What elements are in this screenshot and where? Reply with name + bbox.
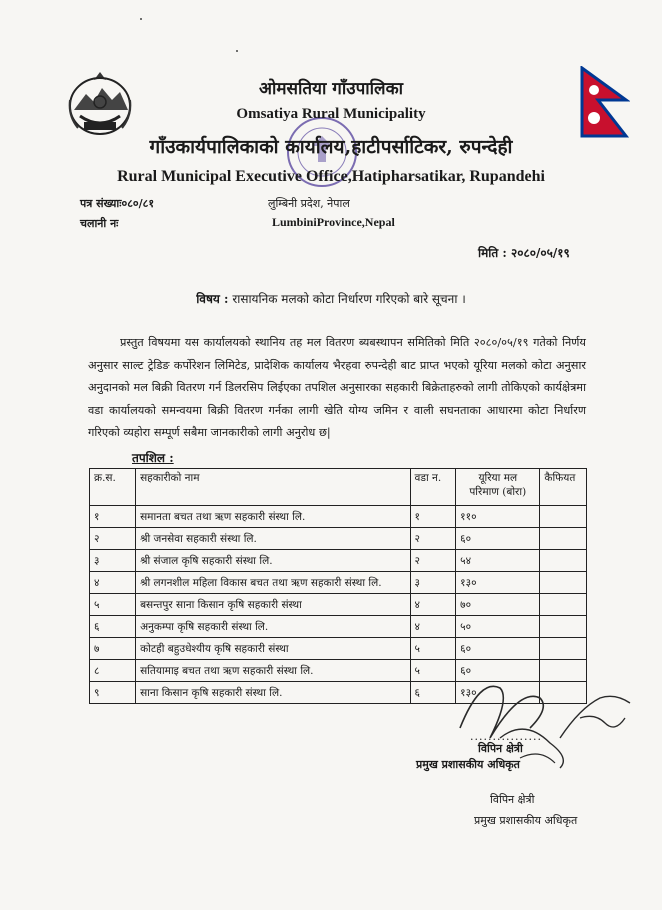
cell-ward: २ [410, 528, 456, 550]
cell-ward: ६ [410, 682, 456, 704]
cell-quantity: ५४ [456, 550, 540, 572]
letter-date: मिति : २०८०/०५/१९ [478, 246, 570, 260]
cell-quantity: ७० [456, 594, 540, 616]
header-urea-quantity [456, 469, 540, 506]
cell-quantity: ६० [456, 528, 540, 550]
cell-sn: ९ [90, 682, 136, 704]
cell-quantity: ५० [456, 616, 540, 638]
cell-name: बसन्तपुर साना किसान कृषि सहकारी संस्था [136, 594, 410, 616]
cell-quantity: १३० [456, 682, 540, 704]
cell-remarks [540, 616, 587, 638]
office-name-english: Rural Municipal Executive Office,Hatipharsatikar, Rupandehi [117, 168, 545, 185]
signatory-title: प्रमुख प्रशासकीय अधिकृत [416, 758, 520, 771]
subject-label: विषय : [196, 292, 229, 306]
cell-name: कोटही बहुउधेश्यीय कृषि सहकारी संस्था [136, 638, 410, 660]
cell-ward: ४ [410, 594, 456, 616]
cell-ward: ४ [410, 616, 456, 638]
cell-name: श्री लगनशील महिला विकास बचत तथा ऋण सहकारी संस्था लि. [136, 572, 410, 594]
table-row [90, 616, 587, 638]
cell-ward: ५ [410, 660, 456, 682]
cell-sn: ३ [90, 550, 136, 572]
cell-remarks [540, 638, 587, 660]
table-row [90, 638, 587, 660]
cell-name: अनुकम्पा कृषि सहकारी संस्था लि. [136, 616, 410, 638]
table-header-row [90, 469, 587, 506]
cell-remarks [540, 594, 587, 616]
table-row [90, 572, 587, 594]
province-english: LumbiniProvince,Nepal [272, 215, 395, 229]
cell-name: समानता बचत तथा ऋण सहकारी संस्था लि. [136, 506, 410, 528]
cell-remarks [540, 550, 587, 572]
header-urea-line2: परिमाण (बोरा) [469, 486, 527, 498]
letter-number: पत्र संख्याः०८०/८१ [80, 197, 155, 210]
header-sn: क्र.स. [90, 469, 136, 506]
cell-sn: ८ [90, 660, 136, 682]
schedule-label: तपशिल : [132, 451, 174, 465]
cell-sn: ४ [90, 572, 136, 594]
header-urea-line1: यूरिया मल [478, 472, 518, 484]
table-row [90, 528, 587, 550]
cell-remarks [540, 572, 587, 594]
office-name-nepali: गाँउकार्यपालिकाको कार्यालय,हाटीपर्साटिकर, रुपन्देही [149, 136, 513, 158]
table-row [90, 594, 587, 616]
scan-speck [140, 18, 142, 20]
signatory-name: विपिन क्षेत्री [478, 742, 523, 755]
cell-quantity: १३० [456, 572, 540, 594]
cell-quantity: ११० [456, 506, 540, 528]
signatory-name-stamp: विपिन क्षेत्री [490, 793, 535, 806]
cell-ward: १ [410, 506, 456, 528]
cell-sn: ५ [90, 594, 136, 616]
scan-speck [236, 50, 238, 52]
cell-remarks [540, 528, 587, 550]
subject-text: रासायनिक मलको कोटा निर्धारण गरिएको बारे सूचना । [232, 292, 466, 306]
body-paragraph [88, 332, 586, 445]
cell-name: श्री जनसेवा सहकारी संस्था लि. [136, 528, 410, 550]
municipality-name-english: Omsatiya Rural Municipality [236, 106, 426, 122]
cell-ward: ५ [410, 638, 456, 660]
cell-quantity: ६० [456, 660, 540, 682]
cell-name: साना किसान कृषि सहकारी संस्था लि. [136, 682, 410, 704]
cell-sn: १ [90, 506, 136, 528]
cell-name: सतियामाइ बचत तथा ऋण सहकारी संस्था लि. [136, 660, 410, 682]
cell-ward: ३ [410, 572, 456, 594]
table-row [90, 506, 587, 528]
subject-line [0, 290, 662, 307]
province-nepali: लुम्बिनी प्रदेश, नेपाल [268, 197, 350, 210]
header-name: सहकारीको नाम [136, 469, 410, 506]
header-ward: वडा न. [410, 469, 456, 506]
cell-quantity: ६० [456, 638, 540, 660]
signature-line: ................ [470, 730, 542, 743]
municipality-name-nepali: ओमसतिया गाँउपालिका [258, 79, 404, 99]
signatory-title-stamp: प्रमुख प्रशासकीय अधिकृत [474, 814, 578, 827]
cell-name: श्री संजाल कृषि सहकारी संस्था लि. [136, 550, 410, 572]
header-remarks: कैफियत [540, 469, 587, 506]
dispatch-number: चलानी नः [80, 217, 119, 230]
cell-sn: ६ [90, 616, 136, 638]
cell-ward: २ [410, 550, 456, 572]
cell-sn: २ [90, 528, 136, 550]
cell-sn: ७ [90, 638, 136, 660]
body-text: प्रस्तुत विषयमा यस कार्यालयको स्थानिय तह मल वितरण ब्यबस्थापन समितिको मिति २०८०/०५/१९ गतेको निर्णय अनुसार साल्ट ट्रेडिङ कर्पोरेशन लिमिटेड, प्रादेशिक कार्यालय भैरहवा रुपन्देही बाट प्राप्त भएको यूरिया मलको कोटा अनुसार अनुदानको मल बिक्री वितरण गर्न डिलरसिप लिईएका तपशिल अनुसारका सहकारी बिक्रेताहरुको लागी तोकिएको कार्यक्षेत्रमा वडा कार्यालयको समन्वयमा बिक्री वितरण गर्नका लागी खेति योग्य जमिन र वाली सघनताका आधारमा कोटा निर्धारण गरिएको व्यहोरा सम्पूर्ण सबैमा जानकारीको लागी अनुरोध छ| [88, 336, 586, 439]
table-row [90, 550, 587, 572]
cell-remarks [540, 506, 587, 528]
